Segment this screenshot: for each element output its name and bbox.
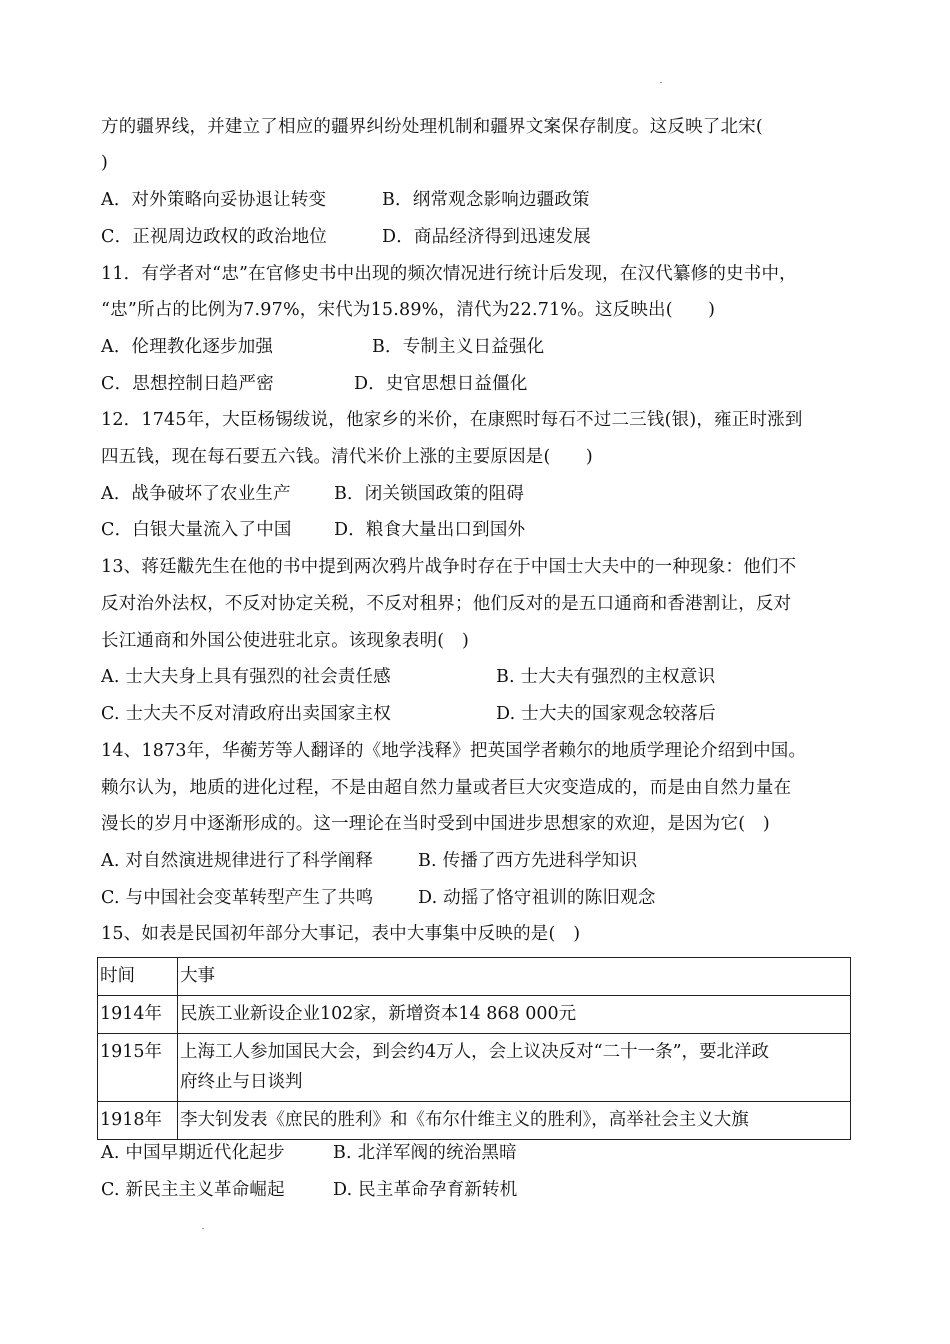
header-event: 大事	[178, 958, 851, 996]
q10-stem: 方的疆界线，并建立了相应的疆界纠纷处理机制和疆界文案保存制度。这反映了北宋(	[101, 117, 763, 137]
row-event: 李大钊发表《庶民的胜利》和《布尔什维主义的胜利》，高举社会主义大旗	[178, 1102, 851, 1140]
q15-option-b[interactable]: B. 北洋军阀的统治黑暗	[333, 1143, 517, 1163]
q10-option-a[interactable]: A．对外策略向妥协退让转变	[101, 190, 327, 210]
q15-stem: 15、如表是民国初年部分大事记，表中大事集中反映的是( )	[101, 924, 581, 944]
table-header-row	[98, 958, 851, 996]
scan-dot	[660, 82, 662, 83]
row-event-line1: 上海工人参加国民大会，到会约4万人，会上议决反对“二十一条”，要北洋政	[180, 1042, 770, 1062]
q12-stem-line2: 四五钱，现在每石要五六钱。清代米价上涨的主要原因是( )	[101, 447, 593, 467]
q15-option-a[interactable]: A. 中国早期近代化起步	[101, 1143, 285, 1163]
row-event: 民族工业新设企业102家，新增资本14 868 000元	[178, 996, 851, 1034]
scan-dot	[202, 1228, 204, 1229]
q15-option-c[interactable]: C. 新民主主义革命崛起	[101, 1180, 285, 1200]
q12-option-a[interactable]: A．战争破坏了农业生产	[101, 484, 291, 504]
q13-option-c[interactable]: C. 士大夫不反对清政府出卖国家主权	[101, 704, 391, 724]
row-year: 1918年	[98, 1102, 178, 1140]
q11-stem-line1: 11．有学者对“忠”在官修史书中出现的频次情况进行统计后发现，在汉代纂修的史书中，	[101, 264, 797, 284]
row-year: 1914年	[98, 996, 178, 1034]
q12-stem-line1: 12．1745年，大臣杨锡绂说，他家乡的米价，在康熙时每石不过二三钱(银)，雍正时涨到	[101, 410, 803, 430]
q14-option-b[interactable]: B. 传播了西方先进科学知识	[418, 851, 638, 871]
q14-option-c[interactable]: C. 与中国社会变革转型产生了共鸣	[101, 888, 374, 908]
q10-option-b[interactable]: B．纲常观念影响边疆政策	[382, 190, 590, 210]
q14-option-a[interactable]: A. 对自然演进规律进行了科学阐释	[101, 851, 374, 871]
table-row	[98, 1034, 851, 1102]
q11-option-a[interactable]: A．伦理教化逐步加强	[101, 337, 274, 357]
q15-option-d[interactable]: D. 民主革命孕育新转机	[333, 1180, 518, 1200]
q14-stem-line1: 14、1873年，华蘅芳等人翻译的《地学浅释》把英国学者赖尔的地质学理论介绍到中国。	[101, 741, 807, 761]
q11-option-d[interactable]: D．史官思想日益僵化	[354, 374, 528, 394]
q13-stem-line2: 反对治外法权，不反对协定关税，不反对租界；他们反对的是五口通商和香港割让，反对	[101, 594, 792, 614]
row-event-line2: 府终止与日谈判	[180, 1072, 303, 1092]
header-time: 时间	[98, 958, 178, 996]
row-year: 1915年	[98, 1034, 178, 1102]
q13-stem-line1: 13、蒋廷黻先生在他的书中提到两次鸦片战争时存在于中国士大夫中的一种现象：他们不	[101, 557, 797, 577]
q11-option-c[interactable]: C．思想控制日趋严密	[101, 374, 274, 394]
q12-option-c[interactable]: C．白银大量流入了中国	[101, 520, 292, 540]
q10-option-c[interactable]: C．正视周边政权的政治地位	[101, 227, 327, 247]
q14-stem-line2: 赖尔认为，地质的进化过程，不是由超自然力量或者巨大灾变造成的，而是由自然力量在	[101, 778, 792, 798]
q10-option-d[interactable]: D．商品经济得到迅速发展	[382, 227, 591, 247]
table-row	[98, 1102, 851, 1140]
table-row	[98, 996, 851, 1034]
q13-option-b[interactable]: B. 士大夫有强烈的主权意识	[496, 667, 716, 687]
q12-option-b[interactable]: B．闭关锁国政策的阻碍	[334, 484, 525, 504]
q11-stem-line2: “忠”所占的比例为7.97%，宋代为15.89%，清代为22.71%。这反映出( )	[101, 300, 716, 320]
q14-option-d[interactable]: D. 动摇了恪守祖训的陈旧观念	[418, 888, 656, 908]
q13-option-d[interactable]: D. 士大夫的国家观念较落后	[496, 704, 716, 724]
events-table	[97, 957, 851, 1140]
q13-option-a[interactable]: A. 士大夫身上具有强烈的社会责任感	[101, 667, 391, 687]
q11-option-b[interactable]: B．专制主义日益强化	[372, 337, 545, 357]
q12-option-d[interactable]: D．粮食大量出口到国外	[334, 520, 526, 540]
q10-stem-close: )	[101, 153, 109, 173]
q13-stem-line3: 长江通商和外国公使进驻北京。该现象表明( )	[101, 631, 470, 651]
q14-stem-line3: 漫长的岁月中逐渐形成的。这一理论在当时受到中国进步思想家的欢迎，是因为它( )	[101, 814, 770, 834]
row-event	[178, 1034, 851, 1102]
